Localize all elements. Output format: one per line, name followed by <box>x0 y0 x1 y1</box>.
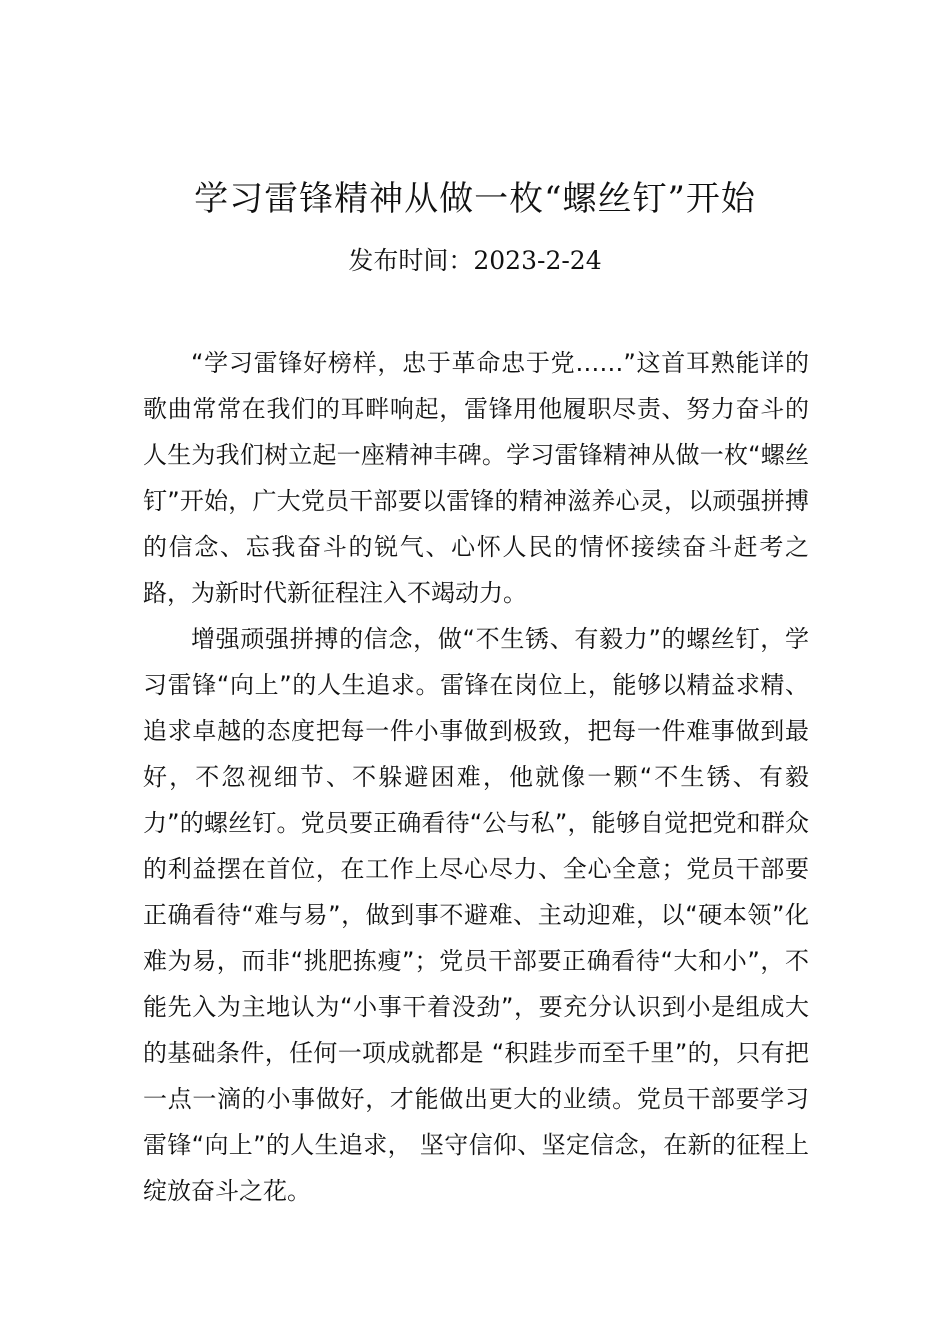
document-title: 学习雷锋精神从做一枚“螺丝钉”开始 <box>194 179 756 219</box>
publish-date: 发布时间：2023-2-24 <box>348 246 602 275</box>
paragraph-1: “学习雷锋好榜样，忠于革命忠于党……”这首耳熟能详的歌曲常常在我们的耳畔响起，雷锋用他履职尽责、努力奋斗的人生为我们树立起一座精神丰碑。学习雷锋精神从做一枚“螺丝钉”开始，广大党员干部要以雷锋的精神滋养心灵，以顽强拼搏的信念、忘我奋斗的锐气、心怀人民的情怀接续奋斗赶考之路，为新时代新征程注入不竭动力。 <box>143 349 809 607</box>
article-body <box>143 340 809 1214</box>
paragraph-2: 增强顽强拼搏的信念，做“不生锈、有毅力”的螺丝钉，学习雷锋“向上”的人生追求。雷锋在岗位上，能够以精益求精、追求卓越的态度把每一件小事做到极致，把每一件难事做到最好，不忽视细节、不躲避困难，他就像一颗“不生锈、有毅力”的螺丝钉。党员要正确看待“公与私”，能够自觉把党和群众的利益摆在首位，在工作上尽心尽力、全心全意；党员干部要正确看待“难与易”，做到事不避难、主动迎难，以“硬本领”化难为易，而非“挑肥拣瘦”；党员干部要正确看待“大和小”，不能先入为主地认为“小事干着没劲”，要充分认识到小是组成大的基础条件，任何一项成就都是 “积跬步而至千里”的，只有把一点一滴的小事做好，才能做出更大的业绩。党员干部要学习雷锋“向上”的人生追求， 坚守信仰、坚定信念，在新的征程上绽放奋斗之花。 <box>143 625 809 1205</box>
